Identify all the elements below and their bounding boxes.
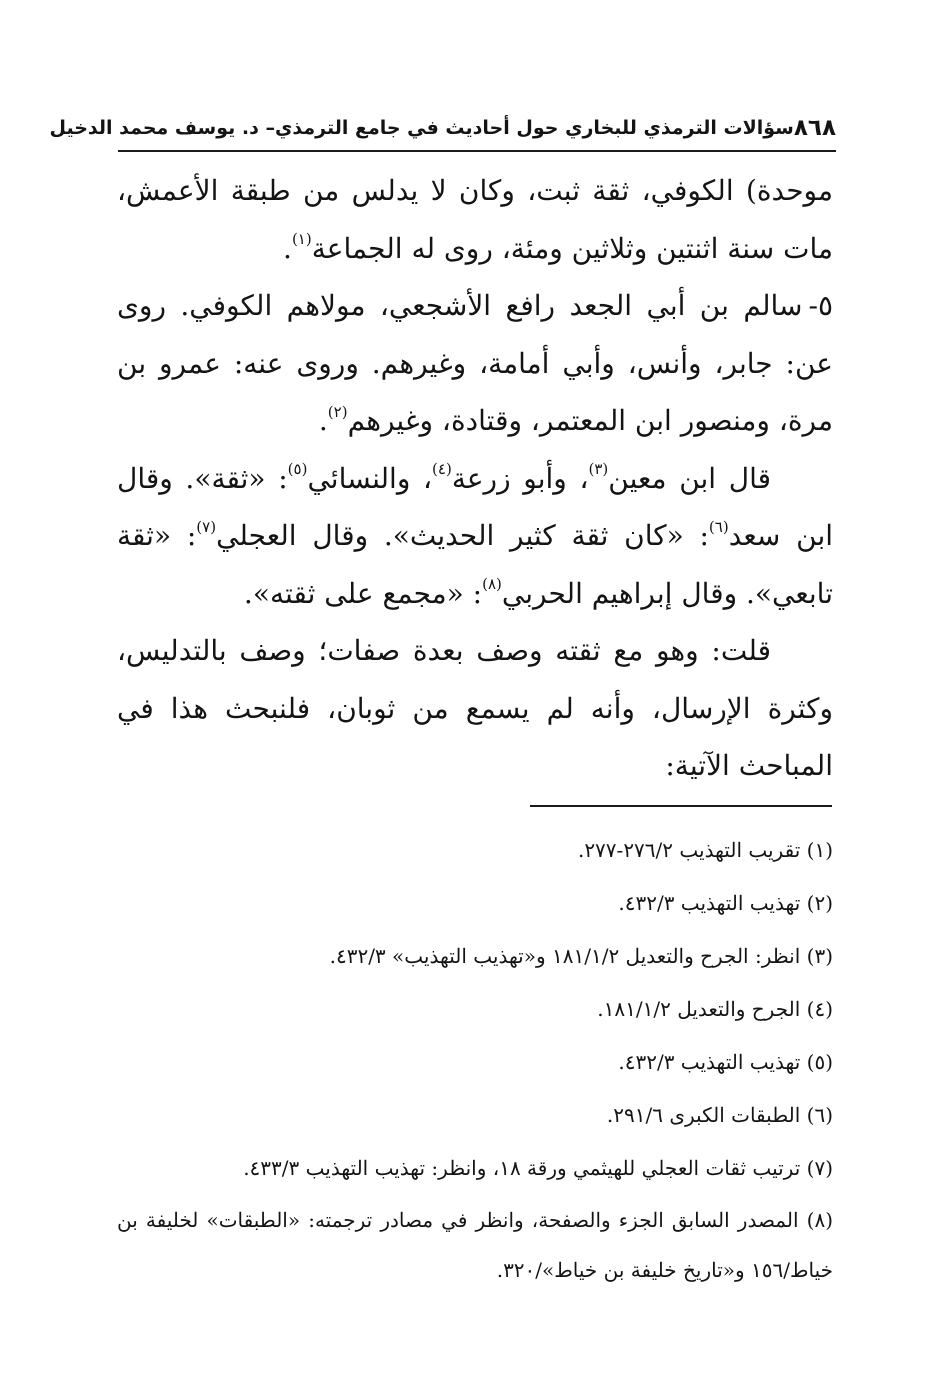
footnote-ref-1[interactable]: (١) xyxy=(291,230,312,249)
text-run: : «كان ثقة كثير الحديث». وقال العجلي xyxy=(216,519,709,552)
footnote-8: (٨) المصدر السابق الجزء والصفحة، وانظر في مصادر ترجمته: «الطبقات» لخليفة بن خياط/١٥٦ و«تاريخ خليفة بن خياط»/٣٢٠. xyxy=(117,1208,833,1282)
running-header xyxy=(49,108,836,148)
footnote-3: (٣) انظر: الجرح والتعديل ١٨١/١/٢ و«تهذيب التهذيب» ٤٣٢/٣. xyxy=(329,944,833,968)
footnote-ref-4[interactable]: (٤) xyxy=(432,460,452,479)
footnote-ref-8[interactable]: (٨) xyxy=(482,575,502,594)
footnote-separator xyxy=(530,805,832,807)
footnote-6: (٦) الطبقات الكبرى ٢٩١/٦. xyxy=(606,1103,833,1127)
footnote-7: (٧) ترتيب ثقات العجلي للهيثمي ورقة ١٨، وانظر: تهذيب التهذيب ٤٣٣/٣. xyxy=(243,1156,833,1180)
text-run: ، والنسائي xyxy=(307,461,433,495)
footnote-ref-2[interactable]: (٢) xyxy=(327,402,348,421)
text-run: : «ثقة». وقال ابن سعد xyxy=(117,461,834,552)
footnote-1: (١) تقريب التهذيب ٢٧٦/٢-٢٧٧. xyxy=(577,838,833,862)
paragraph-gradings xyxy=(117,450,833,623)
page-number: ٨٦٨ xyxy=(793,115,836,141)
footnotes-list xyxy=(117,824,833,1295)
footnote-ref-7[interactable]: (٧) xyxy=(196,517,217,536)
footnote-2: (٢) تهذيب التهذيب ٤٣٢/٣. xyxy=(618,891,833,915)
main-text xyxy=(117,162,833,795)
footnote-5: (٥) تهذيب التهذيب ٤٣٢/٣. xyxy=(618,1050,833,1074)
punctuation: . xyxy=(283,231,292,265)
text-run: : «ثقة تابعي». وقال إبراهيم الحربي xyxy=(117,519,833,610)
text-run: ، وأبو زرعة xyxy=(451,461,589,495)
entry-number: ٥- xyxy=(808,289,833,322)
narrator-entry-5 xyxy=(117,277,833,450)
header-rule xyxy=(118,150,836,152)
paragraph-text: موحدة) الكوفي، ثقة ثبت، وكان لا يدلس من طبقة الأعمش، مات سنة اثنتين وثلاثين ومئة، روى له الجماعة xyxy=(117,174,833,265)
entry-text: سالم بن أبي الجعد رافع الأشجعي، مولاهم الكوفي. روى عن: جابر، وأنس، وأبي أمامة، وغيرهم. وروى عنه: عمرو بن مرة، ومنصور ابن المعتمر، وقتادة، وغيرهم xyxy=(117,289,833,437)
paragraph-remark xyxy=(117,622,833,795)
punctuation: . xyxy=(318,404,328,437)
paragraph-continuation xyxy=(117,162,833,277)
footnote-4: (٤) الجرح والتعديل ١٨١/١/٢. xyxy=(597,997,833,1021)
paragraph-text: قلت: وهو مع ثقته وصف بعدة صفات؛ وصف بالتدليس، وكثرة الإرسال، وأنه لم يسمع من ثوبان، فلنبحث هذا في المباحث الآتية: xyxy=(117,634,833,782)
text-run: : «مجمع على ثقته». xyxy=(243,576,483,610)
text-run: قال ابن معين xyxy=(608,461,771,495)
footnote-ref-3[interactable]: (٣) xyxy=(588,460,609,479)
footnote-ref-6[interactable]: (٦) xyxy=(708,517,729,536)
footnote-ref-5[interactable]: (٥) xyxy=(287,460,308,479)
running-title: سؤالات الترمذي للبخاري حول أحاديث في جامع الترمذي– د. يوسف محمد الدخيل xyxy=(49,117,794,139)
